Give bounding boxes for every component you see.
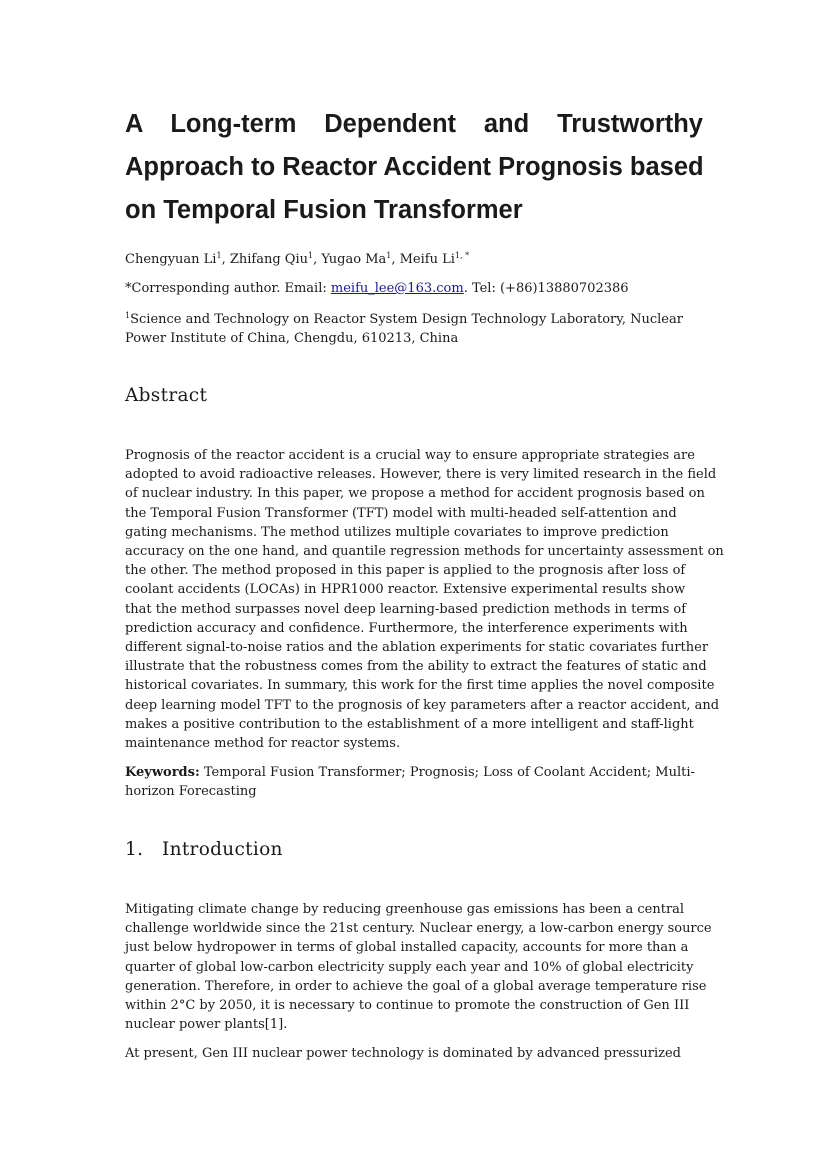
affiliation: [125, 310, 703, 348]
title-line: A Long-term Dependent and Trustworthy: [125, 110, 703, 138]
title-line: on Temporal Fusion Transformer: [125, 196, 523, 224]
text-line: accuracy on the one hand, and quantile regression methods for uncertainty assessment on: [125, 544, 724, 560]
text-line: just below hydropower in terms of global installed capacity, accounts for more than a: [125, 940, 689, 956]
text-line: quarter of global low-carbon electricity supply each year and 10% of global electricity: [125, 959, 694, 975]
text-line: of nuclear industry. In this paper, we propose a method for accident prognosis based on: [125, 486, 705, 502]
abstract-body: [125, 446, 724, 753]
text-line: maintenance method for reactor systems.: [125, 736, 401, 752]
introduction-paragraph: [125, 900, 712, 1034]
text-line: that the method surpasses novel deep learning-based prediction methods in terms of: [125, 601, 687, 617]
author-affil-mark: 1: [216, 251, 222, 260]
corresponding-suffix: . Tel: (+86)13880702386: [463, 281, 629, 296]
email-link[interactable]: meifu_lee@163.com: [330, 281, 464, 296]
text-line: historical covariates. In summary, this work for the first time applies the novel composite: [125, 678, 715, 694]
keywords-line: Temporal Fusion Transformer; Prognosis; Loss of Coolant Accident; Multi-: [199, 765, 695, 780]
text-line: nuclear power plants[1].: [125, 1017, 288, 1033]
text-line: Mitigating climate change by reducing greenhouse gas emissions has been a central: [125, 902, 685, 917]
author-sep: ,: [313, 252, 322, 267]
author-list: [125, 251, 703, 269]
corresponding-prefix: *Corresponding author. Email:: [125, 281, 331, 296]
author-name: Yugao Ma: [321, 252, 387, 267]
text-line: adopted to avoid radioactive releases. However, there is very limited research in the field: [125, 467, 717, 483]
text-line: prediction accuracy and confidence. Furthermore, the interference experiments with: [125, 620, 688, 636]
corresponding-author: [125, 280, 703, 298]
keywords-line: horizon Forecasting: [125, 784, 257, 800]
text-line: different signal-to-noise ratios and the ablation experiments for static covariates further: [125, 640, 709, 656]
text-line: At present, Gen III nuclear power technology is dominated by advanced pressurized: [125, 1046, 681, 1061]
introduction-heading: [125, 839, 283, 860]
text-line: challenge worldwide since the 21st century. Nuclear energy, a low-carbon energy source: [125, 921, 712, 937]
author-affil-mark: 1, *: [454, 251, 470, 260]
author-sep: ,: [391, 252, 400, 267]
text-line: Prognosis of the reactor accident is a crucial way to ensure appropriate strategies are: [125, 448, 695, 463]
section-number: 1.: [125, 839, 144, 860]
text-line: within 2°C by 2050, it is necessary to continue to promote the construction of Gen III: [125, 998, 690, 1014]
author-sep: ,: [221, 252, 230, 267]
text-line: coolant accidents (LOCAs) in HPR1000 reactor. Extensive experimental results show: [125, 582, 686, 598]
author-affil-mark: 1: [307, 251, 314, 260]
text-line: makes a positive contribution to the establishment of a more intelligent and staff-light: [125, 716, 694, 732]
text-line: illustrate that the robustness comes from the ability to extract the features of static and: [125, 659, 707, 675]
section-title: Introduction: [162, 839, 283, 860]
affiliation-line: Power Institute of China, Chengdu, 610213, China: [125, 331, 459, 346]
introduction-paragraph: [125, 1044, 703, 1063]
text-line: deep learning model TFT to the prognosis of key parameters after a reactor accident, and: [125, 697, 720, 713]
author-name: Meifu Li: [399, 252, 455, 267]
author-name: Zhifang Qiu: [229, 252, 308, 267]
abstract-heading: Abstract: [125, 385, 208, 406]
affiliation-line: Science and Technology on Reactor System Design Technology Laboratory, Nuclear: [130, 312, 683, 327]
text-line: generation. Therefore, in order to achieve the goal of a global average temperature rise: [125, 978, 707, 994]
author-name: Chengyuan Li: [125, 252, 217, 267]
affiliation-mark: 1: [125, 311, 131, 320]
title-line: Approach to Reactor Accident Prognosis based: [125, 153, 704, 181]
text-line: the other. The method proposed in this paper is applied to the prognosis after loss of: [125, 563, 686, 579]
keywords: [125, 763, 703, 801]
text-line: gating mechanisms. The method utilizes multiple covariates to improve prediction: [125, 524, 669, 540]
paper-title: [125, 103, 703, 232]
text-line: the Temporal Fusion Transformer (TFT) model with multi-headed self-attention and: [125, 505, 677, 521]
keywords-label: Keywords:: [125, 765, 200, 780]
author-affil-mark: 1: [386, 251, 392, 260]
